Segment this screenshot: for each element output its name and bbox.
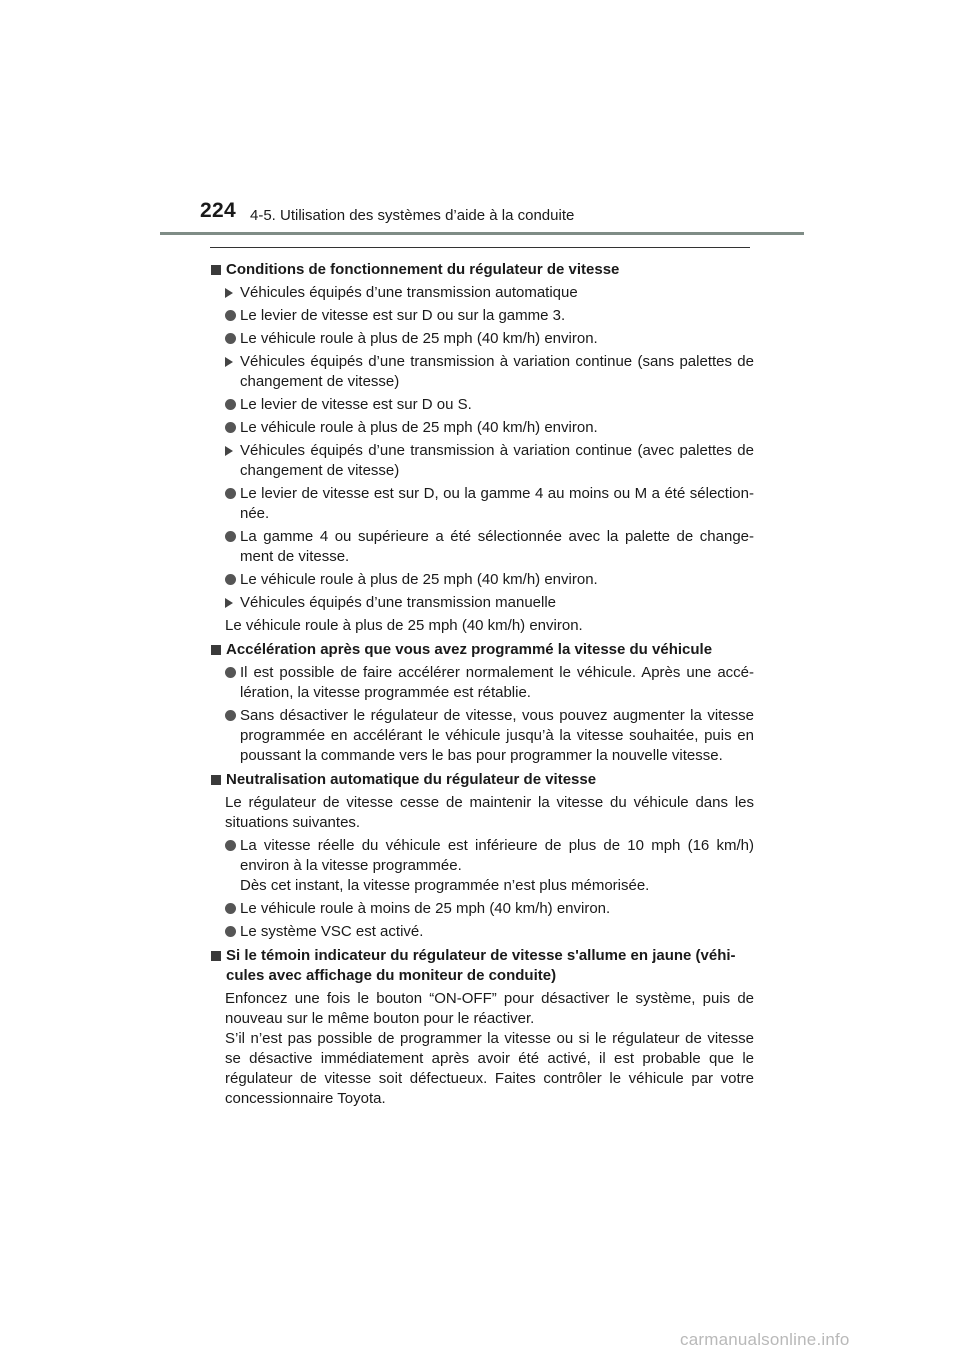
- round-bullet-icon: [225, 422, 236, 433]
- square-bullet-icon: [211, 645, 221, 655]
- block-text: Le véhicule roule à plus de 25 mph (40 km/h) environ.: [240, 330, 598, 347]
- square-bullet-icon: [211, 951, 221, 961]
- section-heading: [210, 946, 754, 986]
- paragraph: [210, 793, 754, 833]
- block-text: Le véhicule roule à plus de 25 mph (40 km/h) environ.: [240, 419, 598, 436]
- square-bullet-icon: [211, 265, 221, 275]
- block-text: Il est possible de faire accélérer normalement le véhicule. Après une accé-lération, la vitesse programmée est rétablie.: [240, 664, 754, 701]
- block-text: Le levier de vitesse est sur D ou sur la gamme 3.: [240, 307, 566, 324]
- bullet-item: [210, 418, 754, 438]
- content-rule: [210, 247, 750, 248]
- block-text: Accélération après que vous avez programmé la vitesse du véhicule: [226, 641, 713, 658]
- watermark: carmanualsonline.info: [680, 1330, 850, 1349]
- section-heading: [210, 770, 754, 790]
- bullet-item: [210, 570, 754, 590]
- bullet-item: [210, 899, 754, 919]
- bullet-item: [210, 922, 754, 942]
- block-text: Le véhicule roule à plus de 25 mph (40 km/h) environ.: [240, 571, 598, 588]
- block-text: Le levier de vitesse est sur D, ou la gamme 4 au moins ou M a été sélection-née.: [240, 485, 754, 522]
- bullet-item: [210, 663, 754, 703]
- bullet-item: [210, 329, 754, 349]
- block-text: Conditions de fonctionnement du régulateur de vitesse: [226, 261, 620, 278]
- round-bullet-icon: [225, 531, 236, 542]
- triangle-arrow-icon: [225, 288, 233, 298]
- block-text: Enfoncez une fois le bouton “ON-OFF” pour désactiver le système, puis de nouveau sur le même bouton pour le réactiver. S’il n’est pas possible de programmer la vitesse ou si le régulateur de vitesse se désactive immédiatement après avoir été activé, il est probable que le régulateur de vitesse soit défectueux. Faites contrôler le véhicule par votre concessionnaire Toyota.: [225, 990, 754, 1107]
- block-text: Le système VSC est activé.: [240, 923, 424, 940]
- block-text: Le véhicule roule à moins de 25 mph (40 km/h) environ.: [240, 900, 611, 917]
- arrow-item: [210, 283, 754, 303]
- round-bullet-icon: [225, 667, 236, 678]
- block-text: Neutralisation automatique du régulateur de vitesse: [226, 771, 597, 788]
- block-text: Le véhicule roule à plus de 25 mph (40 km/h) environ.: [225, 617, 583, 634]
- block-text: Véhicules équipés d’une transmission manuelle: [240, 594, 557, 611]
- section-title: 4-5. Utilisation des systèmes d’aide à la conduite: [250, 207, 575, 224]
- arrow-item: [210, 352, 754, 392]
- square-bullet-icon: [211, 775, 221, 785]
- round-bullet-icon: [225, 710, 236, 721]
- round-bullet-icon: [225, 574, 236, 585]
- bullet-item: [210, 527, 754, 567]
- block-text: Véhicules équipés d’une transmission à variation continue (avec palettes de changement de vitesse): [240, 442, 754, 479]
- block-text: Si le témoin indicateur du régulateur de vitesse s'allume en jaune (véhi-cules avec affichage du moniteur de conduite): [226, 947, 736, 984]
- manual-content: [210, 256, 754, 1109]
- arrow-item: [210, 441, 754, 481]
- block-text: La vitesse réelle du véhicule est inférieure de plus de 10 mph (16 km/h) environ à la vitesse programmée. Dès cet instant, la vitesse programmée n’est plus mémorisée.: [240, 837, 754, 894]
- block-text: La gamme 4 ou supérieure a été sélectionnée avec la palette de change-ment de vitesse.: [240, 528, 754, 565]
- round-bullet-icon: [225, 488, 236, 499]
- block-text: Le régulateur de vitesse cesse de maintenir la vitesse du véhicule dans les situations suivantes.: [225, 794, 754, 831]
- round-bullet-icon: [225, 310, 236, 321]
- triangle-arrow-icon: [225, 598, 233, 608]
- page-number: 224: [200, 199, 236, 222]
- bullet-item: [210, 484, 754, 524]
- block-text: Sans désactiver le régulateur de vitesse, vous pouvez augmenter la vitesse programmée en accélérant le véhicule jusqu’à la vitesse souhaitée, puis en poussant la commande vers le bas pour programmer la nouvelle vitesse.: [240, 707, 754, 764]
- round-bullet-icon: [225, 399, 236, 410]
- round-bullet-icon: [225, 333, 236, 344]
- paragraph: [210, 616, 754, 636]
- arrow-item: [210, 593, 754, 613]
- round-bullet-icon: [225, 926, 236, 937]
- bullet-item: [210, 306, 754, 326]
- block-text: Véhicules équipés d’une transmission automatique: [240, 284, 578, 301]
- block-text: Le levier de vitesse est sur D ou S.: [240, 396, 472, 413]
- round-bullet-icon: [225, 840, 236, 851]
- triangle-arrow-icon: [225, 446, 233, 456]
- triangle-arrow-icon: [225, 357, 233, 367]
- header-rule: [160, 232, 804, 235]
- section-heading: [210, 640, 754, 660]
- bullet-item: [210, 836, 754, 896]
- section-heading: [210, 260, 754, 280]
- bullet-item: [210, 706, 754, 766]
- block-text: Véhicules équipés d’une transmission à variation continue (sans palettes de changement de vitesse): [240, 353, 754, 390]
- round-bullet-icon: [225, 903, 236, 914]
- paragraph: [210, 989, 754, 1109]
- bullet-item: [210, 395, 754, 415]
